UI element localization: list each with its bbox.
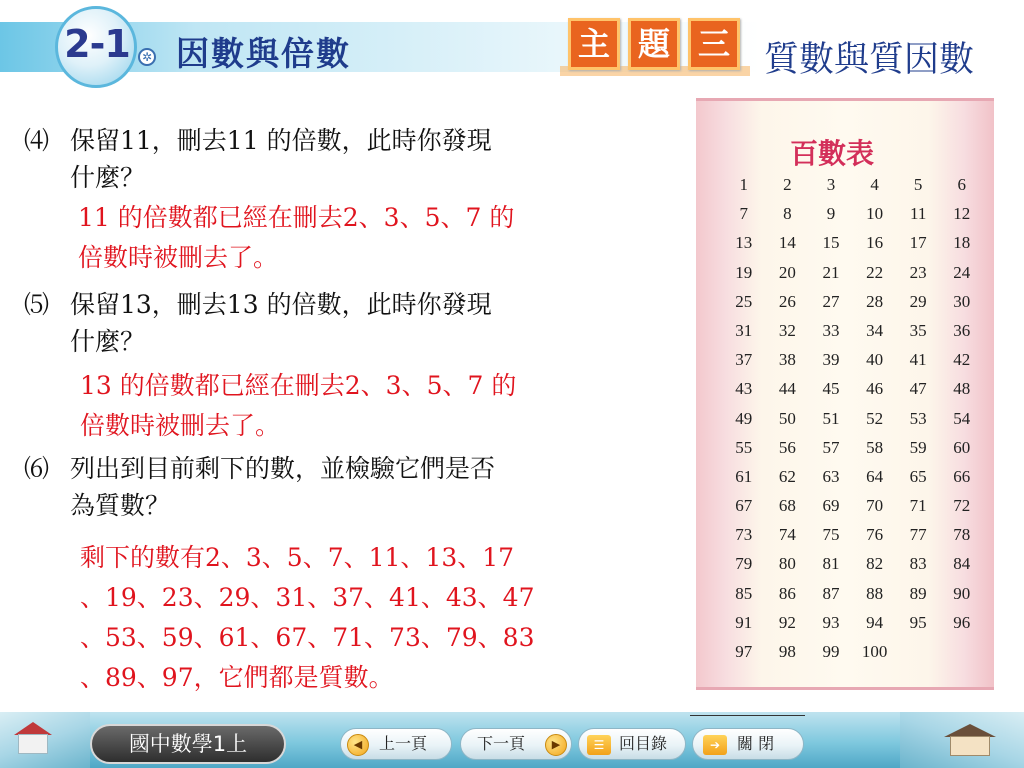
hundred-chart-cell: 48: [953, 379, 971, 399]
book-label: 國中數學1上: [90, 724, 286, 764]
answer-line: 倍數時被刪去了。: [80, 411, 281, 440]
hundred-chart-cell: 97: [735, 642, 753, 661]
hundred-chart-cell: 49: [735, 408, 753, 428]
hundred-chart-cell: 79: [735, 554, 753, 574]
hundred-chart-cell: 27: [822, 291, 840, 311]
hundred-chart-cell: 8: [783, 204, 792, 224]
hundred-chart-cell: 98: [778, 642, 796, 661]
hundred-chart-cell: 45: [822, 379, 840, 399]
hundred-chart-cell: 80: [778, 554, 796, 574]
hundred-chart-cell: 71: [909, 496, 927, 516]
hundred-chart-cell: 84: [953, 554, 971, 574]
hundred-chart-cell: 14: [778, 233, 796, 253]
close-button[interactable]: [692, 728, 804, 760]
question-4: [24, 122, 492, 196]
hundred-chart-title: 百數表: [790, 137, 875, 170]
hundred-chart-cell: 5: [913, 175, 923, 194]
hundred-chart-cell: 29: [909, 291, 927, 311]
hundred-chart-cell: 33: [822, 320, 840, 340]
table-of-contents-icon: ☰: [587, 735, 611, 755]
hundred-chart-cell: 32: [778, 320, 796, 340]
hundred-chart-cell: 61: [735, 466, 753, 486]
hundred-chart-cell: 83: [909, 554, 927, 574]
hundred-chart-cell: 58: [866, 437, 884, 457]
hundred-chart-cell: 50: [778, 408, 796, 428]
hundred-chart-cell: 15: [822, 233, 840, 253]
hundred-chart-cell: 7: [739, 204, 749, 224]
hundred-chart-cell: 26: [778, 291, 796, 311]
theme-char-3: 三: [688, 18, 740, 70]
theme-char-1: 主: [568, 18, 620, 70]
hundred-chart-cell: 72: [953, 496, 971, 516]
hundred-chart-cell: 63: [822, 466, 840, 486]
hundred-chart-cell: 41: [909, 350, 927, 370]
hundred-chart-cell: 85: [735, 583, 753, 603]
hundred-chart-cell: 96: [953, 612, 971, 632]
hundred-chart-cell: 57: [822, 437, 840, 457]
prev-page-label: 上一頁: [379, 734, 428, 753]
hundred-chart-cell: 24: [953, 262, 971, 282]
hundred-chart-cell: 94: [866, 612, 884, 632]
gear-icon: ✲: [138, 48, 156, 66]
hundred-chart-cell: 54: [953, 408, 971, 428]
next-page-label: 下一頁: [477, 734, 526, 753]
divider: [690, 715, 805, 716]
hundred-chart-cell: 56: [778, 437, 796, 457]
hundred-chart-cell: 82: [866, 554, 884, 574]
table-of-contents-label: 回目錄: [619, 734, 668, 753]
hundred-chart-cell: 23: [909, 262, 927, 282]
hundred-chart-cell: 12: [953, 204, 971, 224]
theme-char-2: 題: [628, 18, 680, 70]
topic-title: 質數與質因數: [764, 40, 975, 80]
hundred-chart-cell: 17: [909, 233, 927, 253]
hundred-chart-cell: 13: [735, 233, 753, 253]
answer-line: 11 的倍數都已經在刪去2、3、5、7 的: [78, 203, 515, 232]
hundred-chart-cell: 36: [953, 320, 971, 340]
hundred-chart-cell: 35: [909, 320, 927, 340]
hundred-chart-cell: 100: [861, 642, 888, 661]
hundred-chart-cell: 39: [822, 350, 840, 370]
hundred-chart-cell: 69: [822, 496, 840, 516]
answer-line: 、89、97，它們都是質數。: [80, 663, 394, 692]
question-text-line1: 保留11，刪去11 的倍數，此時你發現: [70, 126, 492, 155]
hundred-chart-cell: 67: [735, 496, 753, 516]
hundred-chart-cell: 21: [822, 262, 840, 282]
question-number: ⑷: [24, 126, 50, 155]
hundred-chart-cell: 52: [866, 408, 884, 428]
hundred-chart-cell: 65: [909, 466, 927, 486]
answer-4: [78, 198, 514, 278]
hundred-chart-cell: 28: [866, 291, 884, 311]
hundred-chart-cell: 87: [822, 583, 840, 603]
hundred-chart-cell: 81: [822, 554, 840, 574]
question-text-line2: 什麼？: [70, 327, 146, 356]
question-text-line2: 什麼？: [70, 163, 146, 192]
hundred-chart-cell: 43: [735, 379, 753, 399]
right-arrow-icon: ▶: [545, 734, 567, 756]
hundred-chart-cell: 38: [778, 350, 796, 370]
hundred-chart-cell: 76: [866, 525, 884, 545]
hundred-chart-cell: 40: [866, 350, 884, 370]
answer-line: 剩下的數有2、3、5、7、11、13、17: [80, 543, 515, 572]
answer-line: 倍數時被刪去了。: [78, 243, 279, 272]
hundred-chart-cell: 30: [953, 291, 971, 311]
house-icon: [950, 736, 990, 756]
hundred-chart-cell: 95: [909, 612, 927, 632]
hundred-chart-cell: 31: [735, 320, 753, 340]
hundred-chart-cell: 34: [866, 320, 884, 340]
hundred-chart-cell: 70: [866, 496, 884, 516]
prev-page-button[interactable]: [340, 728, 452, 760]
section-number: 2-1: [64, 22, 130, 66]
question-text-line1: 保留13，刪去13 的倍數，此時你發現: [70, 290, 492, 319]
hundred-chart-cell: 78: [953, 525, 971, 545]
answer-6: [80, 538, 535, 698]
hundred-chart-cell: 90: [953, 583, 971, 603]
exit-arrow-icon: ➔: [703, 735, 727, 755]
hundred-chart-cell: 51: [822, 408, 840, 428]
question-text-line2: 為質數？: [70, 491, 171, 520]
hundred-chart-cell: 25: [735, 291, 753, 311]
hundred-chart-cell: 42: [953, 350, 971, 370]
answer-5: [80, 366, 516, 446]
hundred-chart-cell: 4: [870, 175, 879, 194]
question-text-line1: 列出到目前剩下的數，並檢驗它們是否: [70, 454, 496, 483]
page-header: [0, 0, 1024, 100]
hundred-chart-cell: 73: [735, 525, 753, 545]
question-6: [24, 450, 495, 524]
hundred-chart-cell: 47: [909, 379, 927, 399]
hundred-chart-cell: 62: [778, 466, 796, 486]
hundred-chart-cell: 77: [909, 525, 927, 545]
next-page-button[interactable]: [460, 728, 572, 760]
question-number: ⑸: [24, 290, 50, 319]
hundred-chart-cell: 53: [909, 408, 927, 428]
hundred-chart-grid: [722, 170, 984, 666]
hundred-chart-cell: 92: [778, 612, 796, 632]
answer-line: 、19、23、29、31、37、41、43、47: [80, 583, 535, 612]
hundred-chart-cell: 93: [822, 612, 840, 632]
left-arrow-icon: ◀: [347, 734, 369, 756]
hundred-chart-cell: 55: [735, 437, 753, 457]
hundred-chart-cell: 44: [778, 379, 796, 399]
hundred-chart-cell: 20: [778, 262, 796, 282]
question-5: [24, 286, 492, 360]
hundred-chart-cell: 37: [735, 350, 753, 370]
hundred-chart-cell: 86: [778, 583, 796, 603]
hundred-chart-cell: 3: [826, 175, 836, 194]
hundred-chart-cell: 18: [953, 233, 971, 253]
hundred-chart-cell: 64: [866, 466, 884, 486]
hundred-chart-cell: 66: [953, 466, 971, 486]
hundred-chart-cell: 1: [739, 175, 749, 194]
hundred-chart-cell: 68: [778, 496, 796, 516]
hundred-chart-cell: 75: [822, 525, 840, 545]
hundred-chart-cell: 88: [866, 583, 884, 603]
hundred-chart-cell: 89: [909, 583, 927, 603]
hundred-chart-cell: 60: [953, 437, 971, 457]
hundred-chart-cell: 99: [822, 642, 840, 661]
hundred-chart-cell: 11: [909, 204, 927, 224]
answer-line: 13 的倍數都已經在刪去2、3、5、7 的: [80, 371, 517, 400]
hundred-chart-cell: 10: [866, 204, 884, 224]
house-icon: [18, 734, 48, 754]
hundred-chart-cell: 9: [826, 204, 836, 224]
close-label: 關 閉: [737, 734, 775, 753]
answer-line: 、53、59、61、67、71、73、79、83: [80, 623, 535, 652]
hundred-chart-cell: 46: [866, 379, 884, 399]
hundred-chart-cell: 6: [957, 175, 967, 194]
hundred-chart-cell: 91: [735, 612, 753, 632]
hundred-chart-cell: 22: [866, 262, 884, 282]
question-number: ⑹: [24, 454, 50, 483]
hundred-chart-cell: 19: [735, 262, 753, 282]
hundred-chart-cell: 74: [778, 525, 796, 545]
hundred-chart-cell: 59: [909, 437, 927, 457]
hundred-chart-cell: 2: [783, 175, 792, 194]
table-of-contents-button[interactable]: [578, 728, 686, 760]
hundred-chart-cell: 16: [866, 233, 884, 253]
chapter-title: 因數與倍數: [176, 34, 351, 73]
